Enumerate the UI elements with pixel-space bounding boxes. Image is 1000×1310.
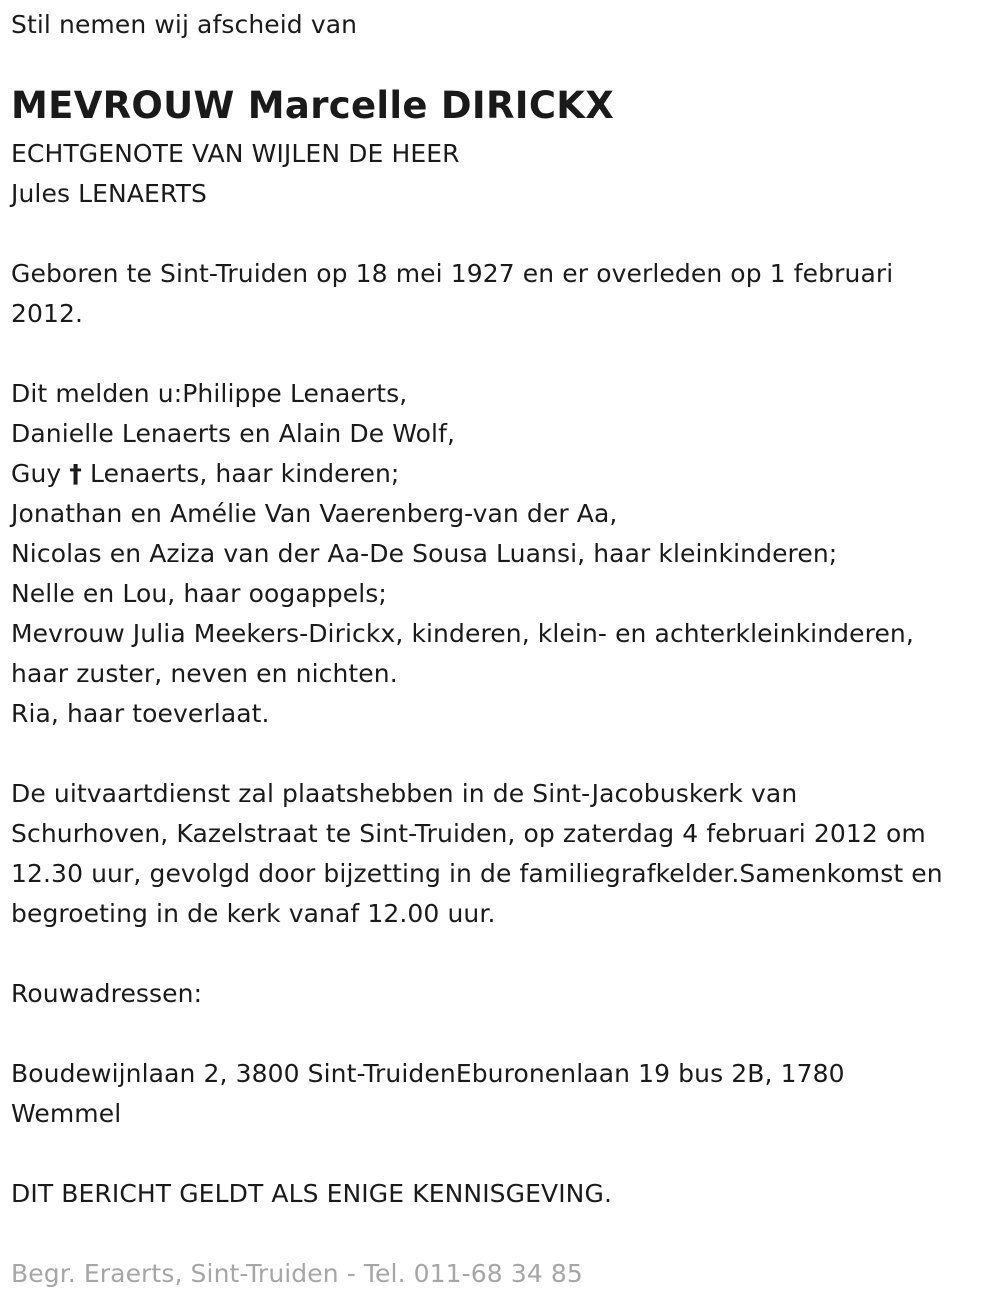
condolence-heading-block [11, 974, 991, 1014]
address-line: Boudewijnlaan 2, 3800 Sint-TruidenEburonenlaan 19 bus 2B, 1780 [11, 1059, 845, 1088]
birth-death-block [11, 254, 991, 334]
spouse-line-1: ECHTGENOTE VAN WIJLEN DE HEER [11, 139, 460, 168]
spouse-block [11, 134, 991, 214]
deceased-name: MEVROUW Marcelle DIRICKX [11, 84, 615, 127]
family-line: Dit melden u:Philippe Lenaerts, [11, 379, 408, 408]
family-line [11, 454, 991, 494]
notice-block [11, 1174, 991, 1214]
family-line: Jonathan en Amélie Van Vaerenberg-van der Aa, [11, 499, 618, 528]
intro-text: Stil nemen wij afscheid van [11, 10, 358, 39]
family-line: haar zuster, neven en nichten. [11, 659, 398, 688]
family-block [11, 374, 991, 734]
service-line: Schurhoven, Kazelstraat te Sint-Truiden, op zaterdag 4 februari 2012 om [11, 819, 926, 848]
family-line-part: Lenaerts, haar kinderen; [81, 459, 400, 488]
address-line: Wemmel [11, 1099, 122, 1128]
service-line: De uitvaartdienst zal plaatshebben in de Sint-Jacobuskerk van [11, 779, 798, 808]
service-line: 12.30 uur, gevolgd door bijzetting in de familiegrafkelder.Samenkomst en [11, 859, 943, 888]
family-line: Ria, haar toeverlaat. [11, 699, 270, 728]
notice-text: DIT BERICHT GELDT ALS ENIGE KENNISGEVING. [11, 1179, 612, 1208]
family-line: Mevrouw Julia Meekers-Dirickx, kinderen, klein- en achterkleinkinderen, [11, 619, 914, 648]
birth-line-1: Geboren te Sint-Truiden op 18 mei 1927 en er overleden op 1 februari [11, 259, 894, 288]
funeral-service-block [11, 774, 991, 934]
condolence-addresses [11, 1054, 991, 1134]
service-line: begroeting in de kerk vanaf 12.00 uur. [11, 899, 496, 928]
cross-icon: † [69, 459, 82, 488]
family-line: Nicolas en Aziza van der Aa-De Sousa Luansi, haar kleinkinderen; [11, 539, 838, 568]
funeral-director-footer: Begr. Eraerts, Sint-Truiden - Tel. 011-68 34 85 [11, 1259, 583, 1288]
footer-block [11, 1254, 991, 1294]
family-line: Nelle en Lou, haar oogappels; [11, 579, 387, 608]
spouse-line-2: Jules LENAERTS [11, 179, 207, 208]
condolence-heading: Rouwadressen: [11, 979, 203, 1008]
birth-line-2: 2012. [11, 299, 84, 328]
family-line-part: Guy [11, 459, 70, 488]
family-line: Danielle Lenaerts en Alain De Wolf, [11, 419, 456, 448]
